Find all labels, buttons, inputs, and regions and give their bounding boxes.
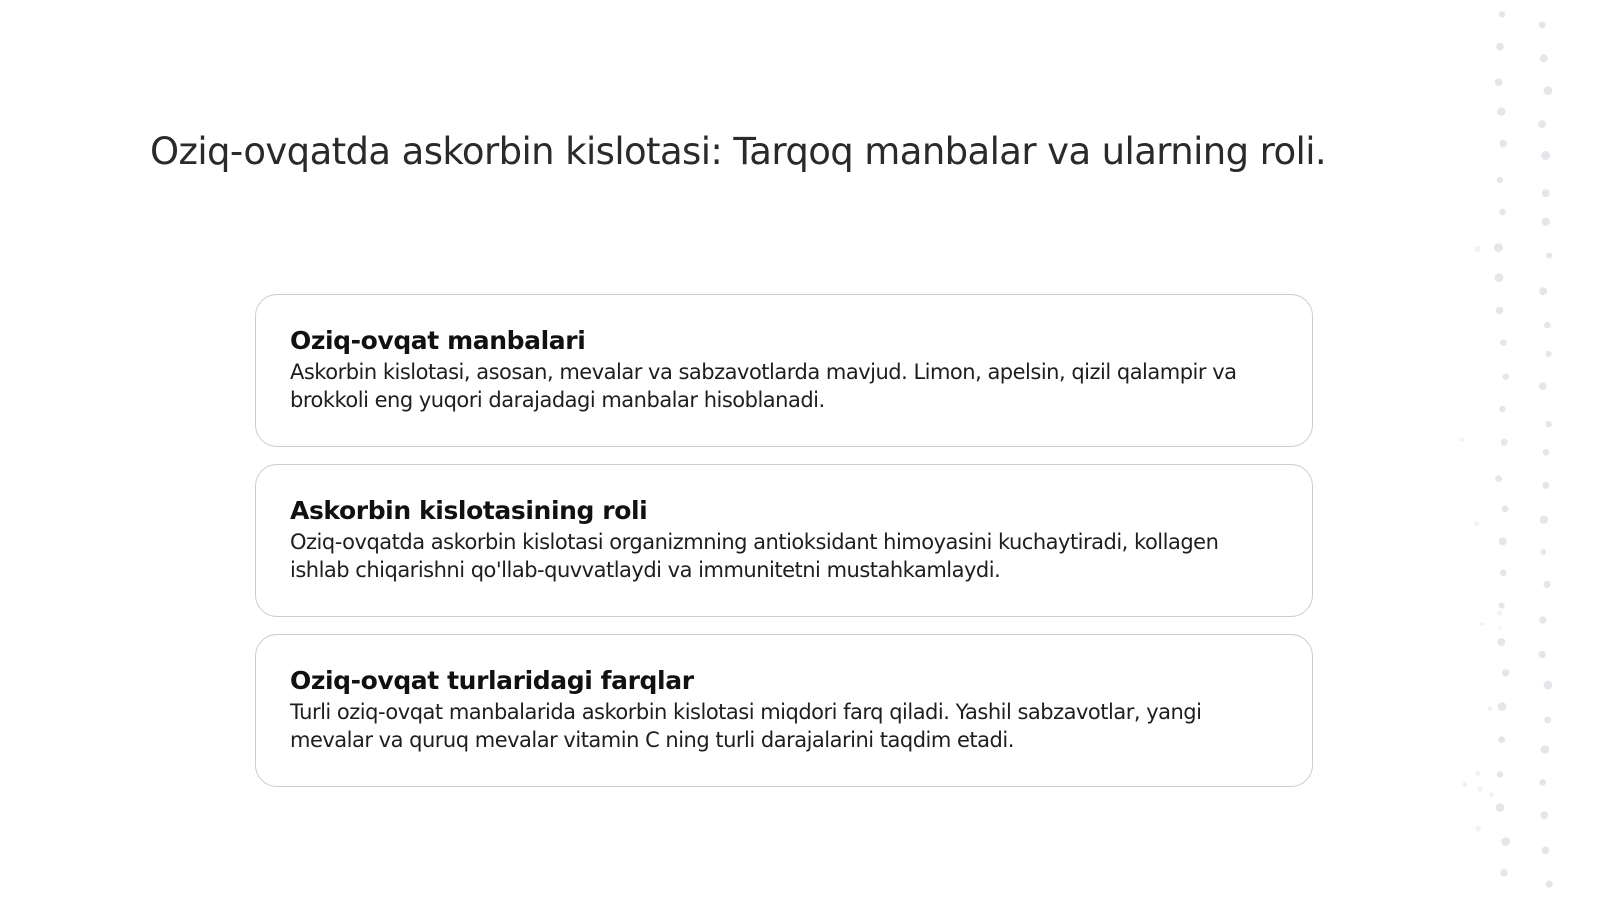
card-title: Askorbin kislotasining roli: [290, 496, 648, 525]
card-differences: [255, 634, 1313, 787]
card-text: Askorbin kislotasi, asosan, mevalar va sabzavotlarda mavjud. Limon, apelsin, qizil qalampir va brokkoli eng yuqori darajadagi manbalar hisoblanadi.: [290, 360, 1237, 412]
cards-container: [255, 294, 1313, 804]
card-title: Oziq-ovqat manbalari: [290, 326, 586, 355]
card-role: [255, 464, 1313, 617]
slide-title: Oziq-ovqatda askorbin kislotasi: Tarqoq manbalar va ularning roli.: [150, 130, 1327, 173]
dot-pattern-decoration: [1420, 0, 1600, 899]
card-title: Oziq-ovqat turlaridagi farqlar: [290, 666, 694, 695]
card-text: Oziq-ovqatda askorbin kislotasi organizmning antioksidant himoyasini kuchaytiradi, kollagen ishlab chiqarishni qo'llab-quvvatlaydi va immunitetni mustahkamlaydi.: [290, 530, 1219, 582]
card-text: Turli oziq-ovqat manbalarida askorbin kislotasi miqdori farq qiladi. Yashil sabzavotlar, yangi mevalar va quruq mevalar vitamin C ning turli darajalarini taqdim etadi.: [290, 700, 1202, 752]
card-food-sources: [255, 294, 1313, 447]
